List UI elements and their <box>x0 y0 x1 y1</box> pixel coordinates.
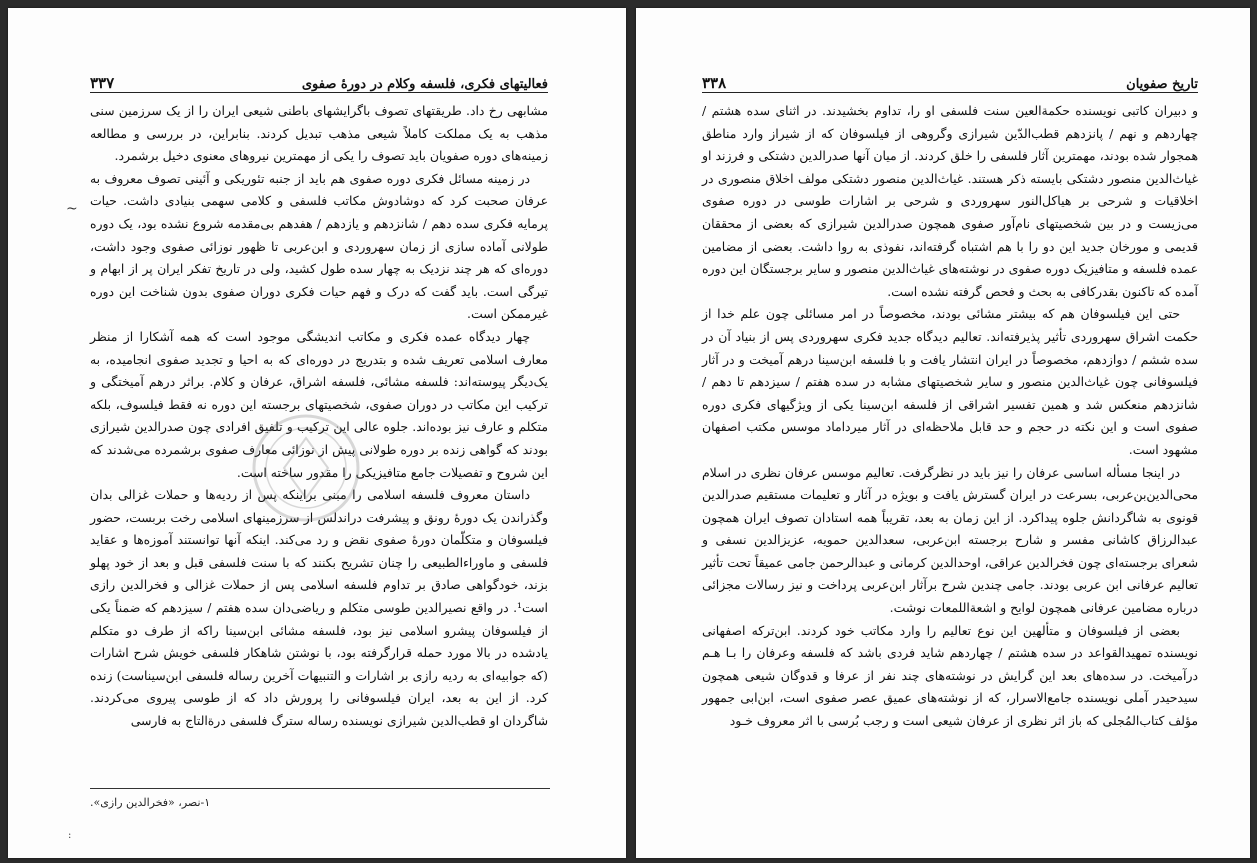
left-paragraph-4: داستان معروف فلسفه اسلامی را مبنی براینکه پس از ردیه‌ها و حملات غزالی بدان وگذراندن یک دورهٔ رونق و پیشرفت دراندلس از سرزمینهای اسلامی رخت بربست، حضور فیلسوفان و متکلّمان دورهٔ صفوی نقض و رد می‌کند. اینکه آنها توانستند آموزه‌ها و عقاید فلسفی و ماوراءالطبیعی را چنان تشریح بکنند که با سنت فلسفی قبل و بعد از خود پهلو بزند، خودگواهی صادق بر تداوم فلسفه اسلامی پس از حملات غزالی و فخرالدین رازی است¹. در واقع نصیرالدین طوسی متکلم و ریاضی‌دان سده هفتم / سیزدهم که ضمناً یکی از فیلسوفان پیشرو اسلامی نیز بود، فلسفه مشائی ابن‌سینا راکه از طرف دو متکلم یادشده در بالا مورد حمله قرارگرفته بود، با نوشتن شاهکار فلسفی خویش شرح اشارات (که جوابیه‌ای به ردیه رازی بر اشارات و التنبیهات آخرین رساله فلسفی ابن‌سیناست) زنده کرد. از این به بعد، ایران فیلسوفانی را پرورش داد که از طوسی پیروی می‌کردند. شاگردان او قطب‌الدین شیرازی نویسنده رساله سترگ فلسفی درةالتاج به فارسی <box>90 487 548 729</box>
library-seal-watermark <box>246 408 366 528</box>
right-page-body <box>702 100 1198 733</box>
margin-mark-bottom: : <box>68 830 72 841</box>
left-page <box>8 8 626 858</box>
left-paragraph-2: در زمینه مسائل فکری دوره صفوی هم باید از جنبه تئوریکی و آئینی تصوف معروف به عرفان صحبت کرد که دوشادوش مکاتب فلسفی و کلامی سهمی بنیادی داشت. حیات پرمایه فکری سده دهم / شانزدهم و یازدهم / هفدهم بی‌مقدمه شروع نشده بود، یک دوره طولانی آماده سازی از زمان سهروردی و ابن‌عربی تا ظهور نوزائی صفوی وجود داشت، دوره‌ای که هر چند نزدیک به چهار سده طول کشید، ولی در تاریخ تفکر ایران پر از ابهام و تیرگی است. باید گفت که درک و فهم حیات فکری دوران صفوی بدون شناخت این دوره غیرممکن است. <box>90 170 548 322</box>
right-page-number: ۳۳۸ <box>702 74 727 92</box>
left-page-number: ۳۳۷ <box>90 74 115 92</box>
left-paragraph-1: مشابهی رخ داد. طریقتهای تصوف باگرایشهای باطنی شیعی ایران را از یک سرزمین سنی مذهب به یک مملکت کاملاً شیعی مذهب تبدیل کردند. بنابراین، در بررسی و مطالعه زمینه‌های دوره صفویان باید تصوف را یکی از مهمترین نیروهای معنوی دخیل برشمرد. <box>90 103 548 164</box>
right-paragraph-3: در اینجا مسأله اساسی عرفان را نیز باید در نظرگرفت. تعالیم موسس عرفان نظری در اسلام محی‌الدین‌بن‌عربی، بسرعت در ایران گسترش یافت و بویژه در آثار و تعلیمات مستقیم صدرالدین قونوی به شاگردانش جلوه پیداکرد. از این زمان به بعد، تقریباً همه استادان تصوف ایران همچون عبدالرزاق کاشانی مفسر و شارح برجسته ابن‌عربی، سعدالدین حمویه، عزیزالدین نسفی و شعرای برجسته‌ای چون فخرالدین عراقی، اوحدالدین کرمانی و عبدالرحمن جامی عمیقاً تحت تأثیر تعالیم عرفانی ابن عربی بودند. جامی چندین شرح برآثار ابن‌عربی پرداخت و نیز رسالات مجزائی درباره مضامین عرفانی همچون لوایح و اشعةاللمعات نوشت. <box>702 464 1198 616</box>
page-gutter <box>626 8 636 858</box>
right-paragraph-1: و دبیران کاتبی نویسنده حکمةالعین سنت فلسفی او را، تداوم بخشیدند. در اثنای سده هشتم / چهاردهم و نهم / پانزدهم قطب‌الدّین شیرازی وگروهی از فیلسوفان که از شیراز وارد مناطق همجوار شده بودند، مهمترین آثار فلسفی را خلق کردند. از میان آنها صدرالدین دشتکی و فرزند او غیاث‌الدین منصور دشتکی بایسته ذکر هستند. غیاث‌الدین منصور دشتکی مولف اخلاق منصوری در اخلاقیات و شرحی بر هیاکل‌النور سهروردی و شرحی بر اشارات طوسی در دوره صفوی می‌زیست و در بین شخصیتهای نام‌آور صفوی همچون صدرالدین شیرازی که بعضی از محققان قدیمی و مورخان جدید این دو را با هم اشتباه گرفته‌اند، نفوذی به روا داشت. بعضی از مضامین عمده فلسفه و متافیزیک دوره صفوی در نوشته‌های غیاث‌الدین منصور و سایر برجستگان این دوره آمده که تاکنون بقدرکافی به بحث و فحص گرفته نشده است. <box>702 103 1198 299</box>
right-page <box>636 8 1250 858</box>
left-paragraph-3: چهار دیدگاه عمده فکری و مکاتب اندیشگی موجود است که همه آشکارا از منظر معارف اسلامی تعریف شده و بتدریج در دوره‌ای که به احیا و تجدید صفوی انجامیده، به یک‌دیگر پیوسته‌اند: فلسفه مشائی، فلسفه اشراق، عرفان و کلام. براثر درهم آمیختگی و ترکیب این مکاتب در دوران صفوی، شخصیتهای برجسته این دوره نه فقط فیلسوف، بلکه متکلم و عارف نیز بوده‌اند. جلوه عالی این ترکیب و تلفیق افرادی چون صدرالدین شیرازی بودند که گواهی زنده بر دوره طولانی پیش از نوزائی معارف صفوی برشمرده می‌شدند که این شروح و تفصیلات جامع متافیزیکی را مقدور ساخته است. <box>90 328 548 480</box>
footnote: ۱-نصر، «فخرالدین رازی». <box>90 796 211 809</box>
left-running-title: فعالیتهای فکری، فلسفه وکلام در دورهٔ صفوی <box>301 77 548 92</box>
right-page-header <box>702 66 1198 93</box>
margin-mark: ~ <box>66 201 78 217</box>
left-page-header <box>90 66 548 93</box>
footnote-divider <box>90 788 550 789</box>
right-running-title: تاریخ صفویان <box>1126 77 1198 92</box>
right-paragraph-2: حتی این فیلسوفان هم که بیشتر مشائی بودند، مخصوصاً در امر مسائلی چون علم خدا از حکمت اشراق سهروردی تأثیر پذیرفته‌اند. تعالیم دیدگاه جدید فکری سهروردی پس از بنیاد آن در سده ششم / دوازدهم، مخصوصاً در ایران انتشار یافت و با فلسفه ابن‌سینا درهم آمیخت و در آثار فیلسوفانی چون غیاث‌الدین منصور و سایر شخصیتهای مشابه در سده هفتم / سیزدهم تا دهم / شانزدهم منعکس شد و همین تفسیر اشراقی از فلسفه ابن‌سینا یکی از ویژگیهای فکری دوره صفوی است و این نکته در حجم و حد قابل ملاحظه‌ای در آثار میرداماد موسس مکتب اصفهان مشهود است. <box>702 306 1198 457</box>
right-paragraph-4: بعضی از فیلسوفان و متألهین این نوع تعالیم را وارد مکاتب خود کردند. ابن‌ترکه اصفهانی نویسنده تمهیدالقواعد در سده هشتم / چهاردهم شاید فردی باشد که فلسفه وعرفان را بـا هـم درآمیخت. در سده‌های بعد این گرایش در نوشته‌های چند نفر از عرفا و قدوگان شیعی همچون سیدحیدر آملی نویسنده جامع‌الاسرار، که از نوشته‌های عمیق عصر صفوی است، ابن‌ابی جمهور مؤلف کتاب‌المُجلی که باز اثر نظری از عرفان شیعی است و رجب بُرسی با اثر معروف خـود <box>702 622 1198 729</box>
